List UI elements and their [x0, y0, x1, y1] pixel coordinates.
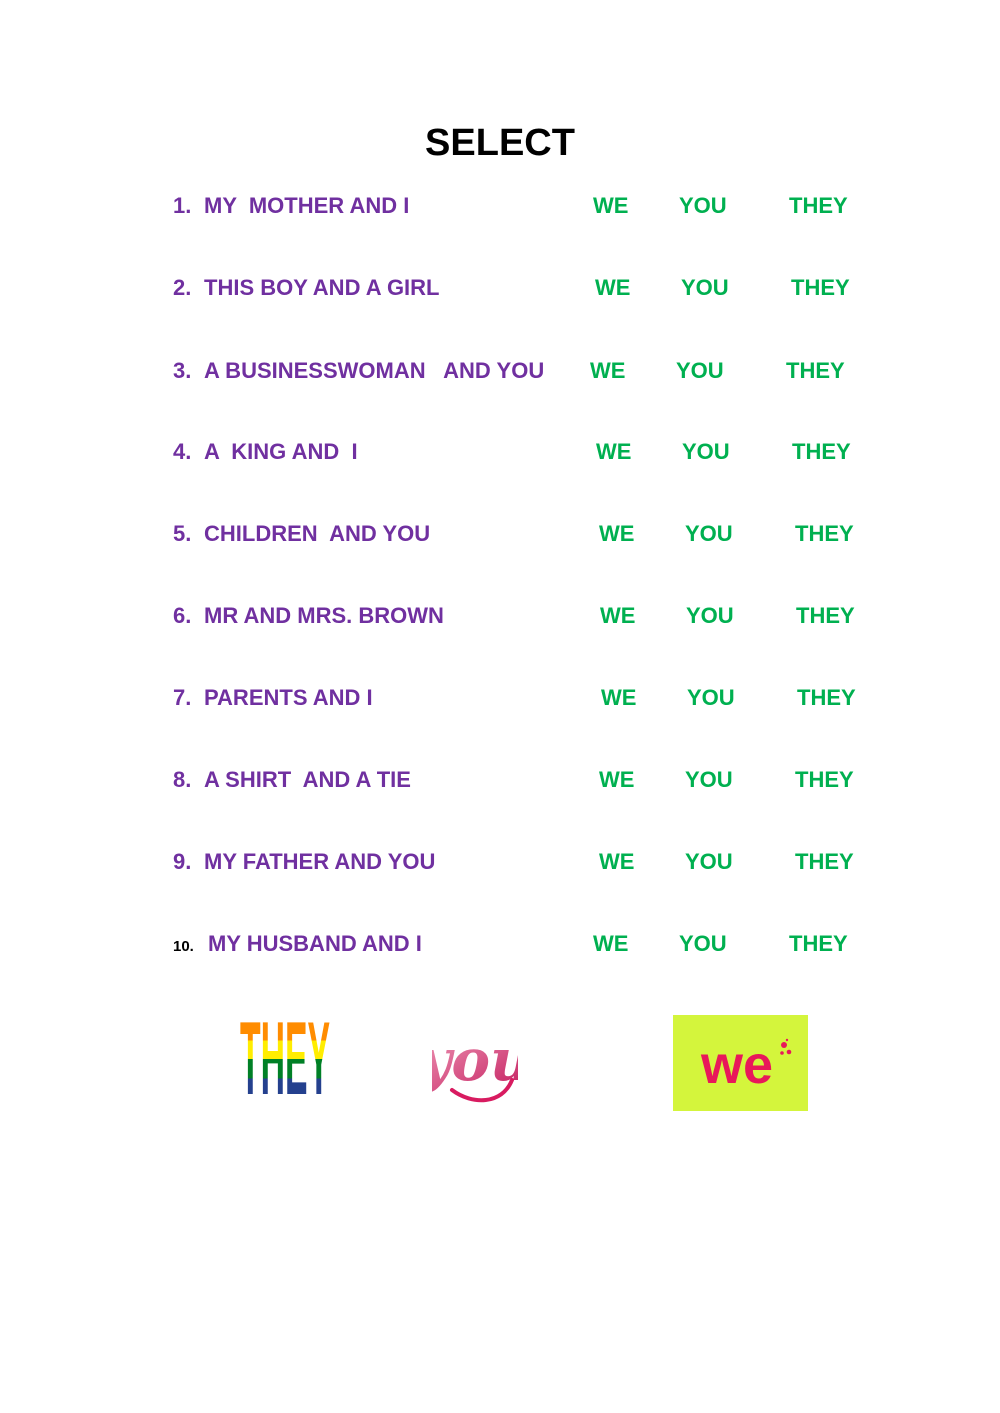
- we-box-graphic: [673, 1015, 808, 1111]
- exercise-row-9: [0, 843, 1000, 883]
- option-we[interactable]: WE: [593, 193, 629, 218]
- item-number: 5.: [173, 521, 192, 546]
- you-script-graphic: [432, 1010, 518, 1108]
- item-number: 4.: [173, 439, 192, 464]
- item-label: MY HUSBAND AND I: [208, 931, 422, 956]
- option-we[interactable]: WE: [600, 603, 636, 628]
- you-picture: [432, 1010, 518, 1108]
- item-label: CHILDREN AND YOU: [204, 521, 431, 546]
- we-picture: [673, 1015, 808, 1111]
- item-label: A BUSINESSWOMAN AND YOU: [204, 358, 545, 383]
- option-they[interactable]: THEY: [792, 439, 851, 464]
- item-label: MY MOTHER AND I: [204, 193, 410, 218]
- exercise-row-4: [0, 433, 1000, 473]
- exercise-row-10: [0, 925, 1000, 965]
- option-they[interactable]: THEY: [789, 193, 848, 218]
- item-number: 10.: [173, 938, 194, 955]
- option-they[interactable]: THEY: [791, 275, 850, 300]
- exercise-row-8: [0, 761, 1000, 801]
- exercise-row-5: [0, 515, 1000, 555]
- option-we[interactable]: WE: [599, 767, 635, 792]
- option-we[interactable]: WE: [595, 275, 631, 300]
- option-we[interactable]: WE: [601, 685, 637, 710]
- item-label: PARENTS AND I: [204, 685, 373, 710]
- option-we[interactable]: WE: [593, 931, 629, 956]
- option-they[interactable]: THEY: [795, 767, 854, 792]
- item-number: 6.: [173, 603, 192, 628]
- option-we[interactable]: WE: [590, 358, 626, 383]
- item-number: 7.: [173, 685, 192, 710]
- option-you[interactable]: YOU: [681, 275, 729, 300]
- option-we[interactable]: WE: [599, 849, 635, 874]
- option-they[interactable]: THEY: [797, 685, 856, 710]
- item-number: 8.: [173, 767, 192, 792]
- option-you[interactable]: YOU: [679, 931, 727, 956]
- option-they[interactable]: THEY: [789, 931, 848, 956]
- item-number: 9.: [173, 849, 192, 874]
- exercise-row-1: [0, 187, 1000, 227]
- option-you[interactable]: YOU: [686, 603, 734, 628]
- option-they[interactable]: THEY: [795, 849, 854, 874]
- option-you[interactable]: YOU: [676, 358, 724, 383]
- exercise-row-6: [0, 597, 1000, 637]
- exercise-row-2: [0, 269, 1000, 309]
- they-picture: [238, 1004, 332, 1100]
- option-you[interactable]: YOU: [685, 521, 733, 546]
- they-picture-text: THEY: [240, 1004, 330, 1100]
- item-label: MR AND MRS. BROWN: [204, 603, 444, 628]
- option-they[interactable]: THEY: [786, 358, 845, 383]
- exercise-row-7: [0, 679, 1000, 719]
- item-label: A KING AND I: [204, 439, 358, 464]
- exercise-row-3: [0, 352, 1000, 392]
- item-label: THIS BOY AND A GIRL: [204, 275, 440, 300]
- they-rainbow-graphic: [238, 1004, 332, 1100]
- option-you[interactable]: YOU: [685, 767, 733, 792]
- option-you[interactable]: YOU: [679, 193, 727, 218]
- option-you[interactable]: YOU: [682, 439, 730, 464]
- option-we[interactable]: WE: [599, 521, 635, 546]
- item-label: MY FATHER AND YOU: [204, 849, 436, 874]
- page-title: SELECT: [425, 122, 575, 164]
- option-they[interactable]: THEY: [796, 603, 855, 628]
- you-picture-text: o: [451, 1026, 491, 1094]
- option-we[interactable]: WE: [596, 439, 632, 464]
- option-they[interactable]: THEY: [795, 521, 854, 546]
- we-picture-text: we: [700, 1035, 774, 1095]
- item-number: 2.: [173, 275, 192, 300]
- item-number: 3.: [173, 358, 192, 383]
- item-label: A SHIRT AND A TIE: [204, 767, 411, 792]
- option-you[interactable]: YOU: [687, 685, 735, 710]
- option-you[interactable]: YOU: [685, 849, 733, 874]
- item-number: 1.: [173, 193, 192, 218]
